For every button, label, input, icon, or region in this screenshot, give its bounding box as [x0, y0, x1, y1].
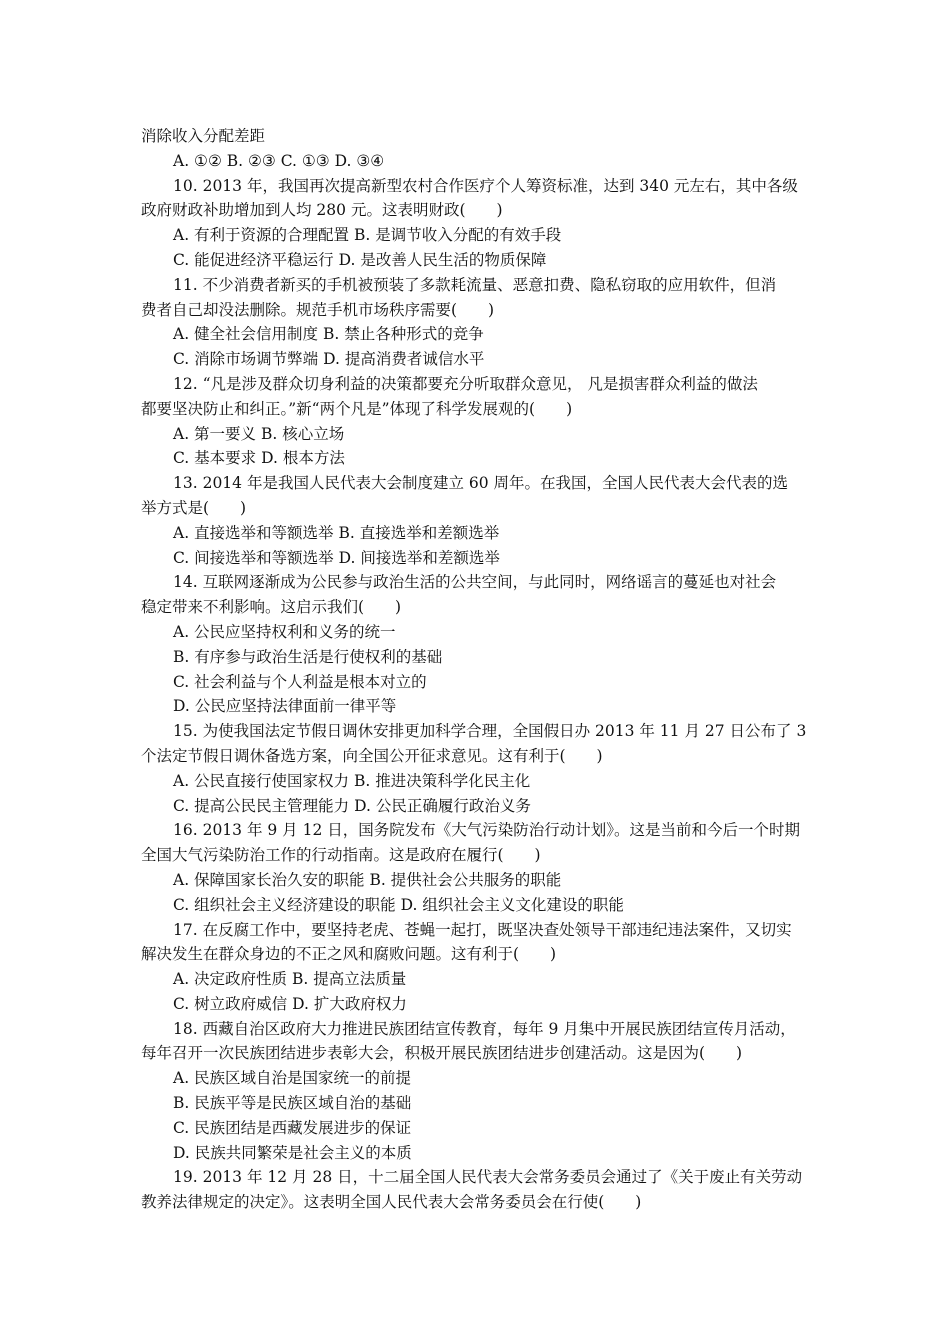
text-line: C. 间接选举和等额选举 D. 间接选举和差额选举 — [173, 548, 500, 567]
text-line: A. ①② B. ②③ C. ①③ D. ③④ — [173, 151, 385, 170]
text-line: 13. 2014 年是我国人民代表大会制度建立 60 周年。在我国，全国人民代表大会代表的选 — [173, 474, 789, 493]
text-line: 都要坚决防止和纠正。”新“两个凡是”体现了科学发展观的( ) — [141, 399, 573, 418]
text-line: 12. “凡是涉及群众切身利益的决策都要充分听取群众意见， 凡是损害群众利益的做法 — [173, 374, 758, 393]
text-line: 11. 不少消费者新买的手机被预装了多款耗流量、恶意扣费、隐私窃取的应用软件，但消 — [173, 275, 777, 294]
text-line: A. 健全社会信用制度 B. 禁止各种形式的竞争 — [173, 325, 484, 344]
text-line: 16. 2013 年 9 月 12 日，国务院发布《大气污染防治行动计划》。这是当前和今后一个时期 — [173, 821, 800, 840]
text-line: 政府财政补助增加到人均 280 元。这表明财政( ) — [141, 201, 503, 220]
text-line: 消除收入分配差距 — [141, 127, 266, 145]
text-line: C. 消除市场调节弊端 D. 提高消费者诚信水平 — [173, 350, 485, 369]
exam-text-body — [141, 124, 817, 1215]
text-line: 教养法律规定的决定》。这表明全国人民代表大会常务委员会在行使( ) — [141, 1193, 642, 1212]
text-line: 每年召开一次民族团结进步表彰大会，积极开展民族团结进步创建活动。这是因为( ) — [141, 1044, 743, 1063]
text-line: A. 第一要义 B. 核心立场 — [173, 424, 345, 443]
text-line: A. 保障国家长治久安的职能 B. 提供社会公共服务的职能 — [173, 870, 562, 889]
text-line: C. 能促进经济平稳运行 D. 是改善人民生活的物质保障 — [173, 250, 547, 269]
text-line: B. 有序参与政治生活是行使权利的基础 — [173, 647, 443, 666]
text-line: C. 社会利益与个人利益是根本对立的 — [173, 672, 427, 691]
text-line: C. 提高公民民主管理能力 D. 公民正确履行政治义务 — [173, 796, 531, 815]
text-line: D. 民族共同繁荣是社会主义的本质 — [173, 1143, 412, 1162]
text-line: 10. 2013 年，我国再次提高新型农村合作医疗个人筹资标准，达到 340 元左右，其中各级 — [173, 176, 798, 195]
text-line: 费者自己却没法删除。规范手机市场秩序需要( ) — [141, 300, 495, 319]
text-line: 个法定节假日调休备选方案，向全国公开征求意见。这有利于( ) — [141, 746, 603, 765]
text-line: 解决发生在群众身边的不正之风和腐败问题。这有利于( ) — [141, 945, 557, 964]
text-line: C. 组织社会主义经济建设的职能 D. 组织社会主义文化建设的职能 — [173, 895, 624, 914]
text-line: A. 有利于资源的合理配置 B. 是调节收入分配的有效手段 — [173, 226, 562, 245]
text-line: C. 民族团结是西藏发展进步的保证 — [173, 1118, 412, 1137]
text-line: A. 决定政府性质 B. 提高立法质量 — [173, 970, 407, 989]
text-line: 稳定带来不利影响。这启示我们( ) — [141, 598, 402, 617]
text-line: B. 民族平等是民族区域自治的基础 — [173, 1094, 412, 1113]
text-line: A. 直接选举和等额选举 B. 直接选举和差额选举 — [173, 523, 500, 542]
text-line: 全国大气污染防治工作的行动指南。这是政府在履行( ) — [141, 846, 541, 865]
text-line: 18. 西藏自治区政府大力推进民族团结宣传教育，每年 9 月集中开展民族团结宣传月活动， — [173, 1019, 796, 1038]
text-line: A. 公民应坚持权利和义务的统一 — [173, 622, 396, 641]
text-line: 19. 2013 年 12 月 28 日，十二届全国人民代表大会常务委员会通过了《关于废止有关劳动 — [173, 1168, 803, 1187]
text-line: 举方式是( ) — [141, 498, 247, 517]
text-line: A. 民族区域自治是国家统一的前提 — [173, 1069, 412, 1088]
text-line: C. 基本要求 D. 根本方法 — [173, 449, 345, 468]
text-line: C. 树立政府威信 D. 扩大政府权力 — [173, 994, 407, 1013]
text-line: 15. 为使我国法定节假日调休安排更加科学合理，全国假日办 2013 年 11 月 27 日公布了 3 — [173, 722, 807, 741]
text-line: 14. 互联网逐渐成为公民参与政治生活的公共空间，与此同时，网络谣言的蔓延也对社会 — [173, 573, 777, 592]
text-line: A. 公民直接行使国家权力 B. 推进决策科学化民主化 — [173, 771, 531, 790]
text-line: 17. 在反腐工作中，要坚持老虎、苍蝇一起打，既坚决查处领导干部违纪违法案件，又切实 — [173, 920, 792, 939]
text-line: D. 公民应坚持法律面前一律平等 — [173, 697, 397, 716]
